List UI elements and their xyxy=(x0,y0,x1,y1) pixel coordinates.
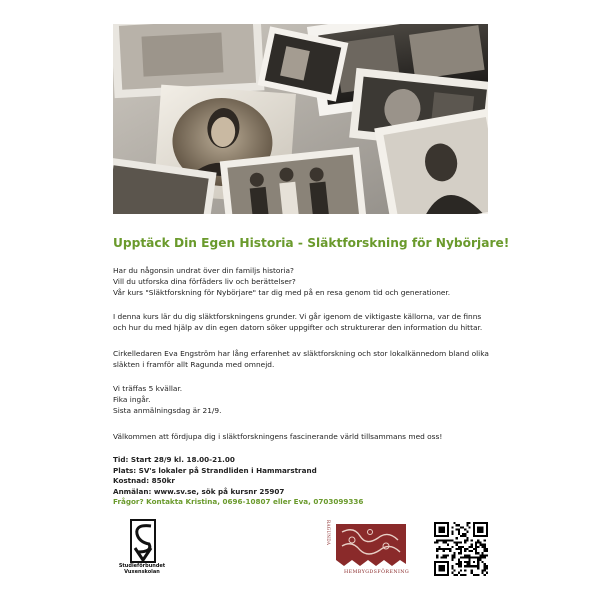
intro-paragraph xyxy=(113,265,493,298)
info-register: Anmälan: www.sv.se, sök på kursnr 25907 xyxy=(113,486,285,496)
hembygdsforening-logo-icon xyxy=(330,520,412,576)
info-cost: Kostnad: 850kr xyxy=(113,476,175,485)
course-line: I denna kurs lär du dig släktforskningens grunder. Vi går igenom de viktigaste källorna, var de finns xyxy=(113,312,482,321)
info-time: Tid: Start 28/9 kl. 18.00-21.00 xyxy=(113,455,235,464)
sv-logo-caption xyxy=(107,563,177,575)
info-place: Plats: SV's lokaler på Strandliden i Hammarstrand xyxy=(113,465,317,475)
leader-line: Cirkelledaren Eva Engström har lång erfarenhet av släktforskning och stor lokalkännedom bland olika xyxy=(113,349,489,358)
sv-name-line1: Studieförbundet xyxy=(118,563,166,569)
info-contact: Frågor? Kontakta Kristina, 0696-10807 eller Eva, 0703099336 xyxy=(113,497,364,506)
hembygd-caption: HEMBYGDSFÖRENING xyxy=(344,570,410,575)
course-info xyxy=(113,455,493,508)
welcome-line: Välkommen att fördjupa dig i släktforskningens fascinerande värld tillsammans med oss! xyxy=(113,432,443,441)
leader-line: släkten i framför allt Ragunda med omnejd. xyxy=(113,360,275,369)
leader-paragraph xyxy=(113,348,493,370)
course-paragraph xyxy=(113,311,493,333)
course-line: och hur du med hjälp av din egen datorn söker uppgifter och strukturerar den information du hittar. xyxy=(113,323,483,332)
intro-line: Vill du utforska dina förfäders liv och berättelser? xyxy=(113,277,296,286)
welcome-paragraph xyxy=(113,431,493,442)
meeting-line: Fika ingår. xyxy=(113,395,151,404)
intro-line: Vår kurs "Släktforskning för Nybörjare" tar dig med på en resa genom tid och generationer. xyxy=(113,288,451,297)
sv-name-line2: Vuxenskolan xyxy=(124,569,160,575)
old-photographs-image xyxy=(113,24,488,214)
meeting-paragraph xyxy=(113,383,493,416)
page-title: Upptäck Din Egen Historia - Släktforskning för Nybörjare! xyxy=(113,236,510,250)
qr-code-icon[interactable] xyxy=(434,522,488,576)
meeting-line: Vi träffas 5 kvällar. xyxy=(113,384,183,393)
hembygd-vertical-text: RAGUNDA xyxy=(326,520,331,546)
hero-photo-collage xyxy=(113,24,488,214)
intro-line: Har du någonsin undrat över din familjs historia? xyxy=(113,266,294,275)
meeting-line: Sista anmälningsdag är 21/9. xyxy=(113,406,222,415)
